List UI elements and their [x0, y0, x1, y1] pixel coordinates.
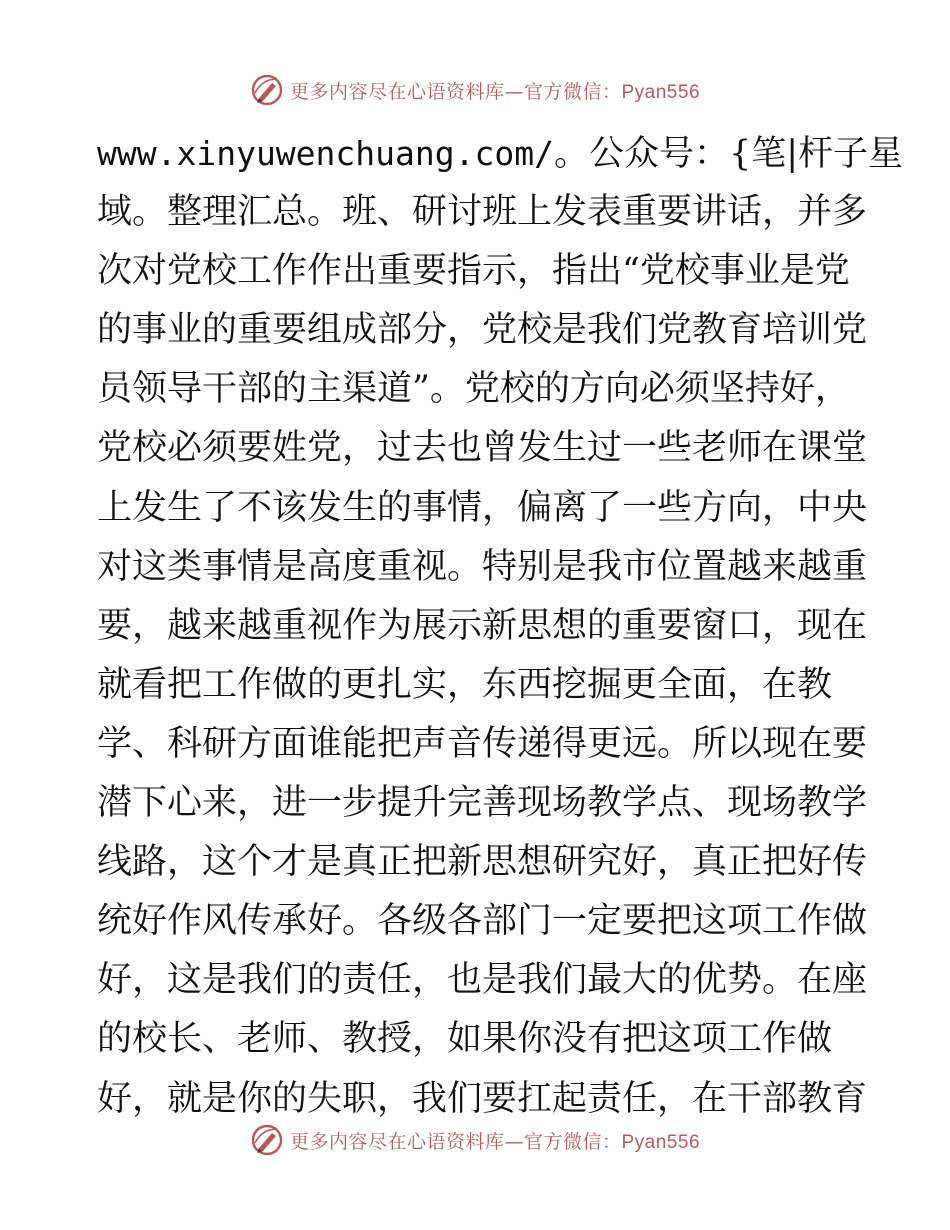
text-line: 对这类事情是高度重视。特别是我市位置越来越重 [97, 546, 868, 587]
text-line: 的事业的重要组成部分，党校是我们党教育培训党 [97, 310, 868, 351]
text-line: 员领导干部的主渠道”。党校的方向必须坚持好， [97, 369, 850, 410]
text-line: 次对党校工作作出重要指示，指出“党校事业是党 [97, 251, 850, 292]
text-line: 线路，这个才是真正把新思想研究好，真正把好传 [97, 842, 868, 883]
text-line: 就看把工作做的更扎实，东西挖掘更全面，在教 [97, 664, 833, 705]
pen-logo-icon [250, 73, 284, 107]
text-line: 域。整理汇总。班、研讨班上发表重要讲话，并多 [97, 192, 868, 233]
text-line: 党校必须要姓党，过去也曾发生过一些老师在课堂 [97, 428, 868, 469]
pen-logo-icon [250, 1123, 284, 1157]
footer-wechat-id: Pyan556 [621, 1131, 701, 1153]
website-url: www.xinyuwenchuang.com/ [97, 134, 554, 173]
header-wechat-id: Pyan556 [621, 81, 701, 103]
header-banner-text: 更多内容尽在心语资料库—官方微信：Pyan556 [289, 80, 701, 103]
text-line: 好，这是我们的责任，也是我们最大的优势。在座 [97, 960, 868, 1001]
text-line: 要，越来越重视作为展示新思想的重要窗口，现在 [97, 605, 868, 646]
document-body [97, 124, 904, 1129]
public-account-text: 。公众号：{笔|杆子星 [553, 134, 904, 174]
text-line: 上发生了不该发生的事情，偏离了一些方向，中央 [97, 487, 868, 528]
header-banner [0, 70, 950, 110]
footer-banner [0, 1120, 950, 1160]
text-line: 的校长、老师、教授，如果你没有把这项工作做 [97, 1019, 833, 1060]
text-line: 学、科研方面谁能把声音传递得更远。所以现在要 [97, 723, 868, 764]
text-line: 统好作风传承好。各级各部门一定要把这项工作做 [97, 901, 868, 942]
text-line: 好，就是你的失职，我们要扛起责任，在干部教育 [97, 1078, 868, 1119]
footer-banner-text: 更多内容尽在心语资料库—官方微信：Pyan556 [289, 1130, 701, 1153]
text-line: 潜下心来，进一步提升完善现场教学点、现场教学 [97, 783, 868, 824]
text-line [97, 124, 904, 183]
